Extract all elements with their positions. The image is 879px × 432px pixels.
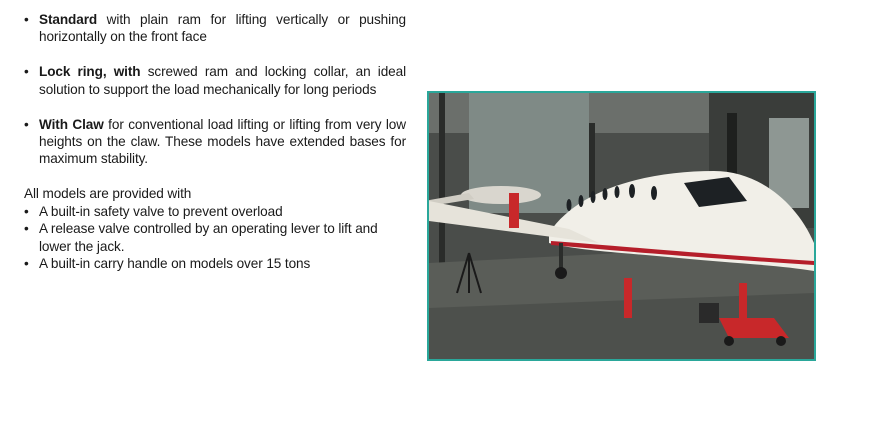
feature-text-column <box>24 11 406 272</box>
provided-item <box>24 203 406 220</box>
cabin-window <box>603 188 608 200</box>
feature-description <box>39 11 406 46</box>
feature-item-standard <box>24 11 406 46</box>
bullet: • <box>24 255 29 271</box>
feature-text: screwed ram and locking collar, an ideal solution to support the load mechanically for long periods <box>39 64 406 97</box>
provided-item-text: A built-in safety valve to prevent overload <box>39 203 283 219</box>
trolley-wheel <box>776 336 786 346</box>
aircraft-hangar-photo <box>427 91 816 361</box>
feature-text: for conventional load lifting or lifting from very low heights on the claw. These models have extended bases for maximum stability. <box>39 116 406 167</box>
landing-wheel <box>555 267 567 279</box>
feature-item-with-claw <box>24 116 406 168</box>
feature-title: With Claw <box>39 116 104 132</box>
bullet: • <box>24 64 29 80</box>
feature-description <box>39 63 406 98</box>
aircraft-jack <box>624 278 632 318</box>
provided-item-text: A built-in carry handle on models over 15 tons <box>39 255 311 271</box>
feature-text: with plain ram for lifting vertically or pushing horizontally on the front face <box>39 12 406 45</box>
provided-heading: All models are provided with <box>24 186 192 202</box>
feature-title: Standard <box>39 12 98 27</box>
bullet: • <box>24 221 29 237</box>
aircraft-jack <box>739 283 747 318</box>
engine-cover <box>509 193 519 228</box>
feature-description <box>39 116 406 168</box>
landing-gear <box>559 243 563 268</box>
hydraulic-unit <box>699 303 719 323</box>
bullet: • <box>24 116 29 132</box>
provided-item-text: A release valve controlled by an operating lever to lift and lower the jack. <box>39 221 378 254</box>
cabin-window <box>591 191 596 203</box>
background-aircraft-fuselage <box>461 186 541 204</box>
bullet: • <box>24 12 29 27</box>
hangar-column <box>439 93 445 283</box>
trolley-wheel <box>724 336 734 346</box>
provided-item <box>24 220 406 255</box>
bullet: • <box>24 203 29 219</box>
feature-item-lock-ring <box>24 63 406 98</box>
cabin-window <box>567 199 572 211</box>
hangar-illustration <box>429 93 814 359</box>
cabin-window <box>651 186 657 200</box>
cabin-window <box>629 184 635 198</box>
provided-item <box>24 255 406 272</box>
cabin-window <box>579 195 584 207</box>
feature-title: Lock ring, with <box>39 64 141 80</box>
cabin-window <box>615 186 620 198</box>
